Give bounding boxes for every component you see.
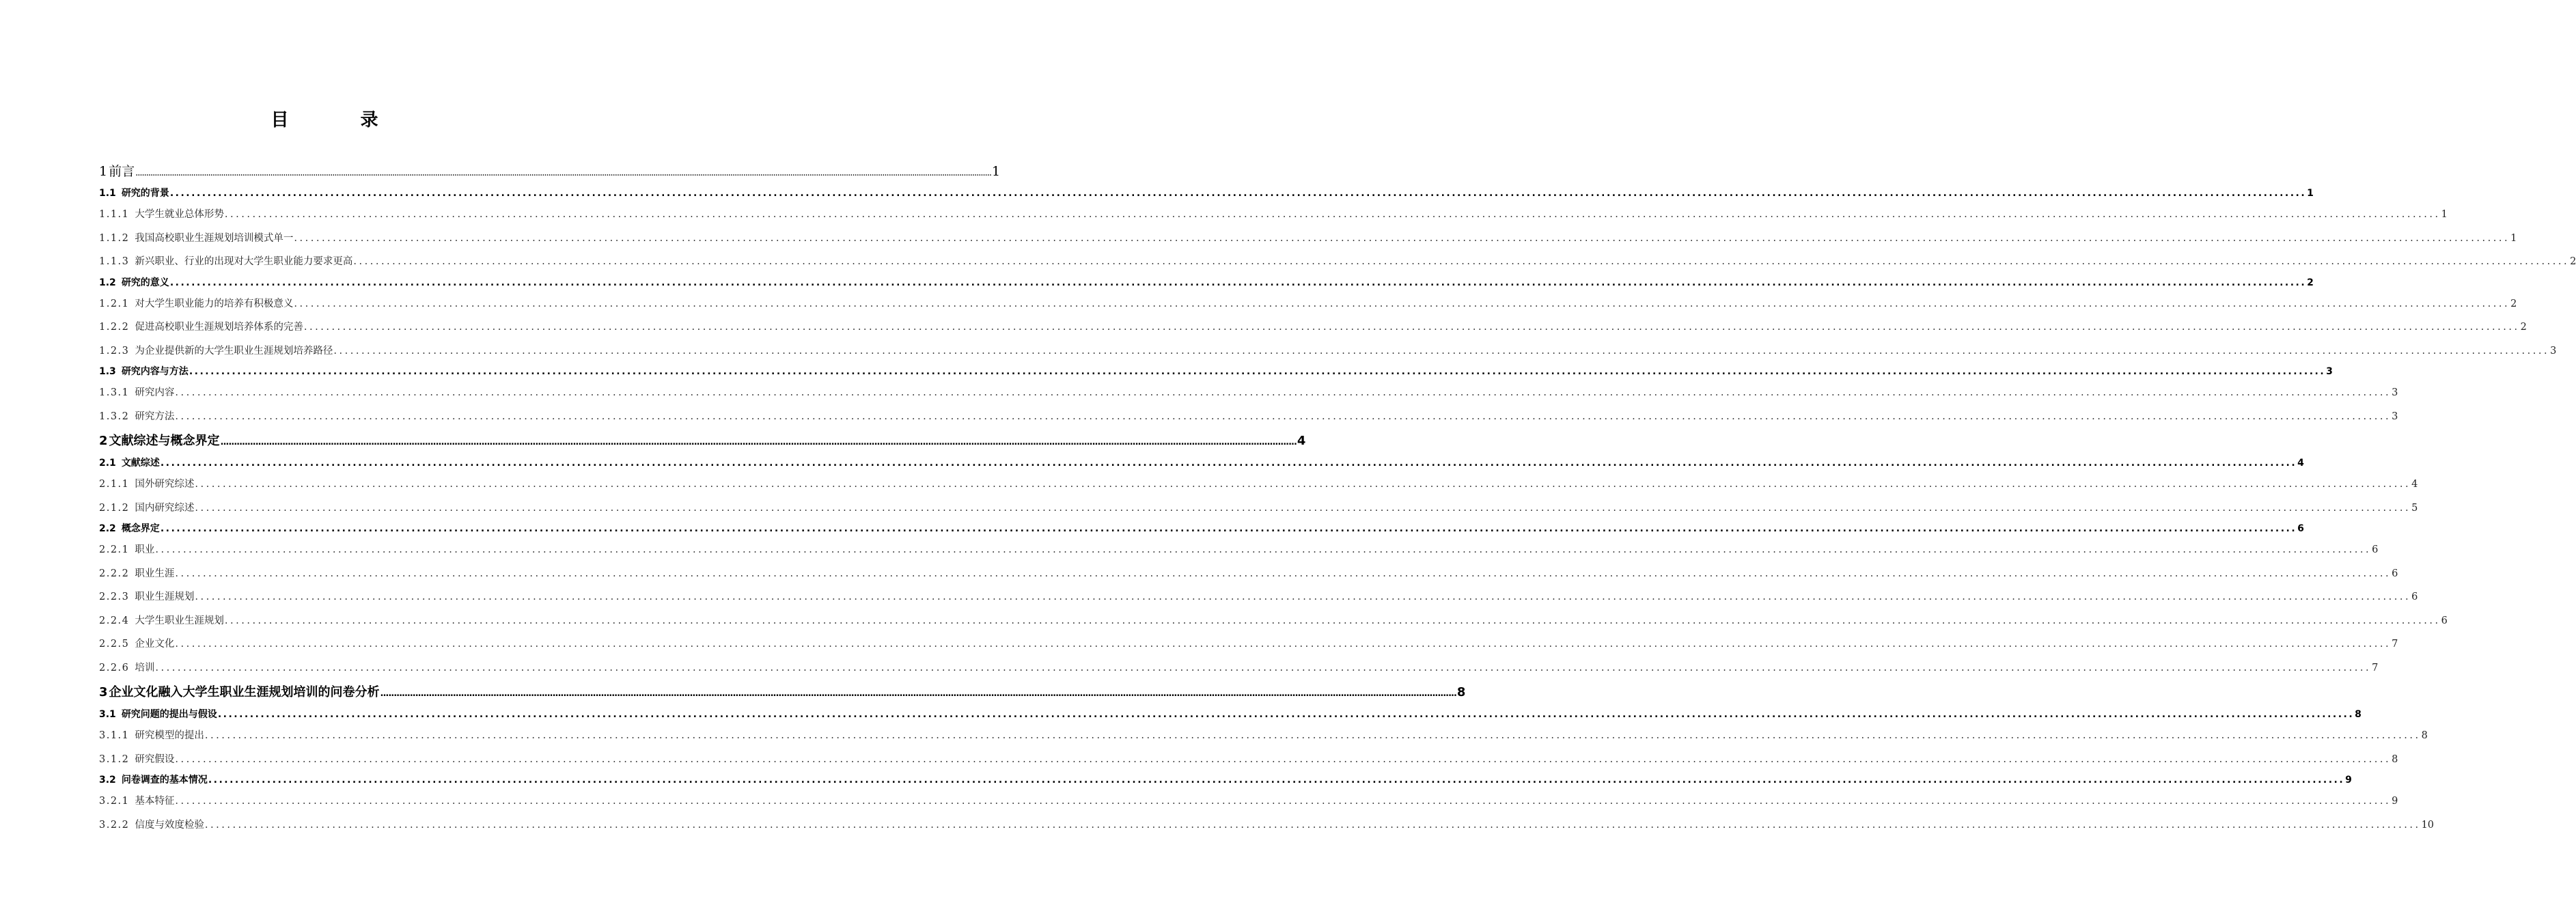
toc-entry-level-3[interactable] bbox=[99, 538, 2379, 562]
toc-entry-number: 2.2.6 bbox=[99, 662, 130, 673]
toc-entry-heading bbox=[99, 497, 194, 520]
toc-entry-title: 研究假设 bbox=[135, 753, 175, 765]
toc-entry-heading bbox=[99, 813, 204, 837]
toc-entry-title: 新兴职业、行业的出现对大学生职业能力要求更高 bbox=[135, 256, 353, 267]
toc-entry-number: 2.2.5 bbox=[99, 639, 130, 650]
toc-entry-number: 2.1.1 bbox=[99, 479, 130, 490]
toc-entry-heading bbox=[99, 609, 224, 633]
toc-entry-heading bbox=[99, 520, 160, 538]
toc-entry-title: 研究的意义 bbox=[121, 277, 169, 288]
toc-dot-leader: ................................................................................................................................................................................................................................................................................................................................................................................................................ bbox=[294, 232, 2510, 244]
toc-page-number: 6 bbox=[2297, 523, 2304, 534]
toc-page-number: 4 bbox=[1297, 434, 1306, 448]
toc-entry-level-1[interactable] bbox=[99, 428, 1306, 454]
toc-entry-heading bbox=[99, 203, 224, 227]
toc-entry-heading bbox=[99, 316, 303, 339]
toc-page-number: 5 bbox=[2411, 502, 2418, 514]
toc-dot-leader: ................................................................................................................................................................................................................................................................................................................................................................................................................ bbox=[195, 592, 2411, 602]
toc-entry-number: 3.2.1 bbox=[99, 796, 130, 807]
toc-entry-heading bbox=[99, 274, 169, 292]
toc-dot-leader: ................................................................................................................................................................................................................................................................................................................................................................................................................ bbox=[224, 209, 2441, 220]
toc-entry-number: 2.2.2 bbox=[99, 568, 130, 579]
toc-page-number: 1 bbox=[2441, 209, 2448, 220]
toc-page-number: 1 bbox=[992, 164, 1001, 179]
toc-entry-heading bbox=[99, 405, 174, 429]
toc-dot-leader: ................................................................................................................................................................................................................................................................................................................................................................................................................ bbox=[175, 753, 2392, 765]
toc-dot-leader: ................................................................................................................................................................................................................................................................................................................................................................................................................ bbox=[333, 345, 2550, 357]
toc-entry-number: 1.3.2 bbox=[99, 411, 130, 422]
toc-entry-title: 大学生职业生涯规划 bbox=[135, 615, 224, 626]
page-title: 目 录 bbox=[271, 110, 411, 130]
toc-dot-leader: ................................................................................................................................................................................................................................................................................................................................................................................................................ bbox=[220, 437, 1297, 447]
toc-entry-heading bbox=[99, 339, 333, 363]
toc-page-number: 9 bbox=[2345, 775, 2352, 785]
toc-page-number: 8 bbox=[2355, 709, 2362, 720]
toc-entry-title: 研究内容 bbox=[135, 387, 175, 398]
toc-entry-heading bbox=[99, 473, 194, 497]
toc-page-number: 6 bbox=[2372, 544, 2379, 555]
toc-entry-level-2[interactable] bbox=[99, 184, 2314, 203]
toc-entry-heading bbox=[99, 184, 169, 203]
toc-entry-level-3[interactable] bbox=[99, 497, 2418, 520]
toc-entry-level-2[interactable] bbox=[99, 363, 2333, 381]
toc-entry-heading bbox=[99, 428, 220, 454]
toc-entry-number: 1.1 bbox=[99, 188, 116, 199]
toc-entry-heading bbox=[99, 363, 189, 381]
toc-page-number: 7 bbox=[2392, 639, 2398, 650]
toc-entry-number: 1.3 bbox=[99, 366, 116, 377]
toc-page-number: 3 bbox=[2326, 366, 2333, 377]
toc-entry-heading bbox=[99, 748, 174, 772]
toc-entry-title: 企业文化 bbox=[135, 639, 175, 650]
toc-entry-number: 2.2 bbox=[99, 523, 116, 534]
toc-dot-leader: ................................................................................................................................................................................................................................................................................................................................................................................................................ bbox=[204, 819, 2421, 831]
toc-entry-title: 研究问题的提出与假设 bbox=[121, 709, 217, 720]
toc-dot-leader: ................................................................................................................................................................................................................................................................................................................................................................................................................ bbox=[195, 502, 2411, 514]
toc-dot-leader: ................................................................................................................................................................................................................................................................................................................................................................................................................ bbox=[353, 256, 2570, 267]
toc-entry-number: 1.2.1 bbox=[99, 298, 130, 309]
toc-dot-leader: ................................................................................................................................................................................................................................................................................................................................................................................................................ bbox=[175, 411, 2392, 422]
toc-entry-number: 3.1.1 bbox=[99, 730, 130, 741]
toc-page-number: 9 bbox=[2392, 796, 2398, 807]
toc-entry-level-3[interactable] bbox=[99, 339, 2557, 363]
toc-entry-number: 1.1.2 bbox=[99, 232, 130, 244]
toc-page-number: 3 bbox=[2550, 345, 2557, 357]
toc-entry-number: 1.2.2 bbox=[99, 322, 130, 333]
toc-entry-heading bbox=[99, 381, 174, 405]
toc-entry-heading bbox=[99, 771, 208, 790]
toc-entry-level-3[interactable] bbox=[99, 585, 2418, 609]
toc-entry-heading bbox=[99, 790, 174, 813]
toc-entry-title: 我国高校职业生涯规划培训模式单一 bbox=[135, 232, 294, 244]
toc-dot-leader: ................................................................................................................................................................................................................................................................................................................................................................................................................ bbox=[303, 322, 2520, 333]
toc-entry-title: 对大学生职业能力的培养有积极意义 bbox=[135, 298, 294, 309]
toc-entry-level-2[interactable] bbox=[99, 454, 2304, 473]
toc-entry-number: 1.3.1 bbox=[99, 387, 130, 398]
toc-entry-title: 培训 bbox=[135, 662, 155, 673]
toc-entry-number: 2.2.1 bbox=[99, 544, 130, 555]
toc-entry-heading bbox=[99, 562, 174, 586]
toc-dot-leader: ................................................................................................................................................................................................................................................................................................................................................................................................................ bbox=[155, 662, 2372, 673]
toc-entry-title: 研究模型的提出 bbox=[135, 730, 204, 741]
toc-entry-level-2[interactable] bbox=[99, 274, 2314, 292]
toc-page-number: 4 bbox=[2411, 479, 2418, 490]
toc-dot-leader: ................................................................................................................................................................................................................................................................................................................................................................................................................ bbox=[135, 168, 992, 178]
toc-page-number: 3 bbox=[2392, 411, 2398, 422]
toc-entry-title: 大学生就业总体形势 bbox=[135, 209, 224, 220]
toc-entry-title: 国内研究综述 bbox=[135, 502, 195, 514]
toc-dot-leader: ................................................................................................................................................................................................................................................................................................................................................................................................................ bbox=[155, 544, 2372, 555]
toc-page-number: 10 bbox=[2421, 819, 2435, 831]
toc-dot-leader: ................................................................................................................................................................................................................................................................................................................................................................................................................ bbox=[160, 523, 2297, 534]
toc-entry-title: 基本特征 bbox=[135, 796, 175, 807]
toc-entry-level-3[interactable] bbox=[99, 227, 2517, 251]
toc-entry-level-3[interactable] bbox=[99, 632, 2398, 656]
toc-entry-title: 研究的背景 bbox=[121, 188, 169, 199]
toc-page-number: 4 bbox=[2297, 458, 2304, 469]
toc-entry-heading bbox=[99, 158, 135, 184]
toc-entry-level-1[interactable] bbox=[99, 158, 1001, 184]
toc-entry-number: 2.1 bbox=[99, 458, 116, 469]
toc-entry-level-2[interactable] bbox=[99, 771, 2352, 790]
toc-entry-number: 2 bbox=[99, 434, 108, 448]
toc-entry-number: 1 bbox=[99, 164, 108, 179]
toc-entry-level-2[interactable] bbox=[99, 520, 2304, 538]
toc-entry-number: 3.2 bbox=[99, 775, 116, 785]
toc-entry-heading bbox=[99, 538, 154, 562]
toc-entry-number: 2.2.3 bbox=[99, 592, 130, 602]
toc-entry-heading bbox=[99, 292, 293, 316]
toc-entry-title: 研究内容与方法 bbox=[121, 366, 189, 377]
toc-dot-leader: ................................................................................................................................................................................................................................................................................................................................................................................................................ bbox=[217, 709, 2355, 720]
toc-entry-title: 信度与效度检验 bbox=[135, 819, 204, 831]
toc-entry-title: 职业生涯规划 bbox=[135, 592, 195, 602]
toc-page-number: 2 bbox=[2570, 256, 2576, 267]
toc-entry-title: 国外研究综述 bbox=[135, 479, 195, 490]
toc-entry-level-2[interactable] bbox=[99, 706, 2362, 724]
toc-entry-level-3[interactable] bbox=[99, 405, 2398, 429]
toc-dot-leader: ................................................................................................................................................................................................................................................................................................................................................................................................................ bbox=[195, 479, 2411, 490]
toc-entry-number: 1.1.1 bbox=[99, 209, 130, 220]
toc-page-number: 1 bbox=[2510, 232, 2517, 244]
toc-dot-leader: ................................................................................................................................................................................................................................................................................................................................................................................................................ bbox=[208, 775, 2345, 785]
toc-entry-level-3[interactable] bbox=[99, 381, 2398, 405]
toc-entry-level-3[interactable] bbox=[99, 316, 2527, 339]
toc-dot-leader: ................................................................................................................................................................................................................................................................................................................................................................................................................ bbox=[175, 639, 2392, 650]
toc-page-number: 6 bbox=[2441, 615, 2448, 626]
toc-entry-title: 文献综述与概念界定 bbox=[109, 434, 220, 448]
toc-entry-number: 3.2.2 bbox=[99, 819, 130, 831]
toc-entry-level-1[interactable] bbox=[99, 680, 1466, 706]
toc-dot-leader: ................................................................................................................................................................................................................................................................................................................................................................................................................ bbox=[175, 568, 2392, 579]
toc-entry-level-3[interactable] bbox=[99, 724, 2428, 748]
toc-entry-level-3[interactable] bbox=[99, 656, 2379, 680]
toc-entry-heading bbox=[99, 227, 293, 251]
toc-page-number: 8 bbox=[2421, 730, 2428, 741]
toc-dot-leader: ................................................................................................................................................................................................................................................................................................................................................................................................................ bbox=[380, 688, 1456, 699]
toc-dot-leader: ................................................................................................................................................................................................................................................................................................................................................................................................................ bbox=[175, 796, 2392, 807]
toc-entry-number: 3.1.2 bbox=[99, 753, 130, 765]
toc-entry-heading bbox=[99, 585, 194, 609]
toc-dot-leader: ................................................................................................................................................................................................................................................................................................................................................................................................................ bbox=[224, 615, 2441, 626]
toc-entry-heading bbox=[99, 454, 160, 473]
toc-entry-title: 促进高校职业生涯规划培养体系的完善 bbox=[135, 322, 303, 333]
toc-entry-number: 2.2.4 bbox=[99, 615, 130, 626]
toc-dot-leader: ................................................................................................................................................................................................................................................................................................................................................................................................................ bbox=[294, 298, 2510, 309]
toc-entry-level-3[interactable] bbox=[99, 473, 2418, 497]
toc-page-number: 6 bbox=[2392, 568, 2398, 579]
toc-page-number: 8 bbox=[2392, 753, 2398, 765]
toc-entry-title: 为企业提供新的大学生职业生涯规划培养路径 bbox=[135, 345, 333, 357]
toc-entry-number: 2.1.2 bbox=[99, 502, 130, 514]
toc-page-number: 3 bbox=[2392, 387, 2398, 398]
toc-entry-title: 职业生涯 bbox=[135, 568, 175, 579]
toc-dot-leader: ................................................................................................................................................................................................................................................................................................................................................................................................................ bbox=[175, 387, 2392, 398]
toc-entry-heading bbox=[99, 680, 380, 706]
toc-entry-number: 1.1.3 bbox=[99, 256, 130, 267]
toc-entry-number: 3 bbox=[99, 685, 108, 699]
toc-entry-title: 职业 bbox=[135, 544, 155, 555]
toc-dot-leader: ................................................................................................................................................................................................................................................................................................................................................................................................................ bbox=[169, 277, 2307, 288]
toc-page-number: 7 bbox=[2372, 662, 2379, 673]
toc-page-number: 2 bbox=[2510, 298, 2517, 309]
toc-entry-number: 3.1 bbox=[99, 709, 116, 720]
toc-entry-heading bbox=[99, 724, 204, 748]
toc-entry-level-3[interactable] bbox=[99, 250, 2576, 274]
table-of-contents bbox=[99, 158, 2576, 837]
toc-entry-title: 企业文化融入大学生职业生涯规划培训的问卷分析 bbox=[109, 685, 380, 699]
toc-entry-title: 文献综述 bbox=[121, 458, 160, 469]
toc-entry-heading bbox=[99, 656, 154, 680]
toc-entry-heading bbox=[99, 706, 217, 724]
toc-entry-number: 1.2.3 bbox=[99, 345, 130, 357]
toc-entry-level-3[interactable] bbox=[99, 203, 2448, 227]
toc-entry-heading bbox=[99, 632, 174, 656]
toc-entry-title: 概念界定 bbox=[121, 523, 160, 534]
toc-dot-leader: ................................................................................................................................................................................................................................................................................................................................................................................................................ bbox=[169, 188, 2307, 199]
toc-entry-level-3[interactable] bbox=[99, 790, 2398, 813]
toc-page-number: 1 bbox=[2307, 188, 2314, 199]
toc-entry-level-3[interactable] bbox=[99, 562, 2398, 586]
toc-page-number: 6 bbox=[2411, 592, 2418, 602]
toc-entry-heading bbox=[99, 250, 352, 274]
toc-entry-level-3[interactable] bbox=[99, 813, 2435, 837]
toc-dot-leader: ................................................................................................................................................................................................................................................................................................................................................................................................................ bbox=[160, 458, 2297, 469]
toc-entry-title: 前言 bbox=[109, 164, 135, 179]
toc-entry-title: 问卷调查的基本情况 bbox=[121, 775, 208, 785]
toc-entry-level-3[interactable] bbox=[99, 292, 2517, 316]
toc-dot-leader: ................................................................................................................................................................................................................................................................................................................................................................................................................ bbox=[189, 366, 2326, 377]
toc-page-number: 2 bbox=[2520, 322, 2527, 333]
toc-entry-level-3[interactable] bbox=[99, 609, 2448, 633]
toc-dot-leader: ................................................................................................................................................................................................................................................................................................................................................................................................................ bbox=[204, 730, 2421, 741]
toc-entry-title: 研究方法 bbox=[135, 411, 175, 422]
toc-page-number: 2 bbox=[2307, 277, 2314, 288]
toc-entry-level-3[interactable] bbox=[99, 748, 2398, 772]
toc-entry-number: 1.2 bbox=[99, 277, 116, 288]
toc-page-number: 8 bbox=[1456, 685, 1466, 699]
